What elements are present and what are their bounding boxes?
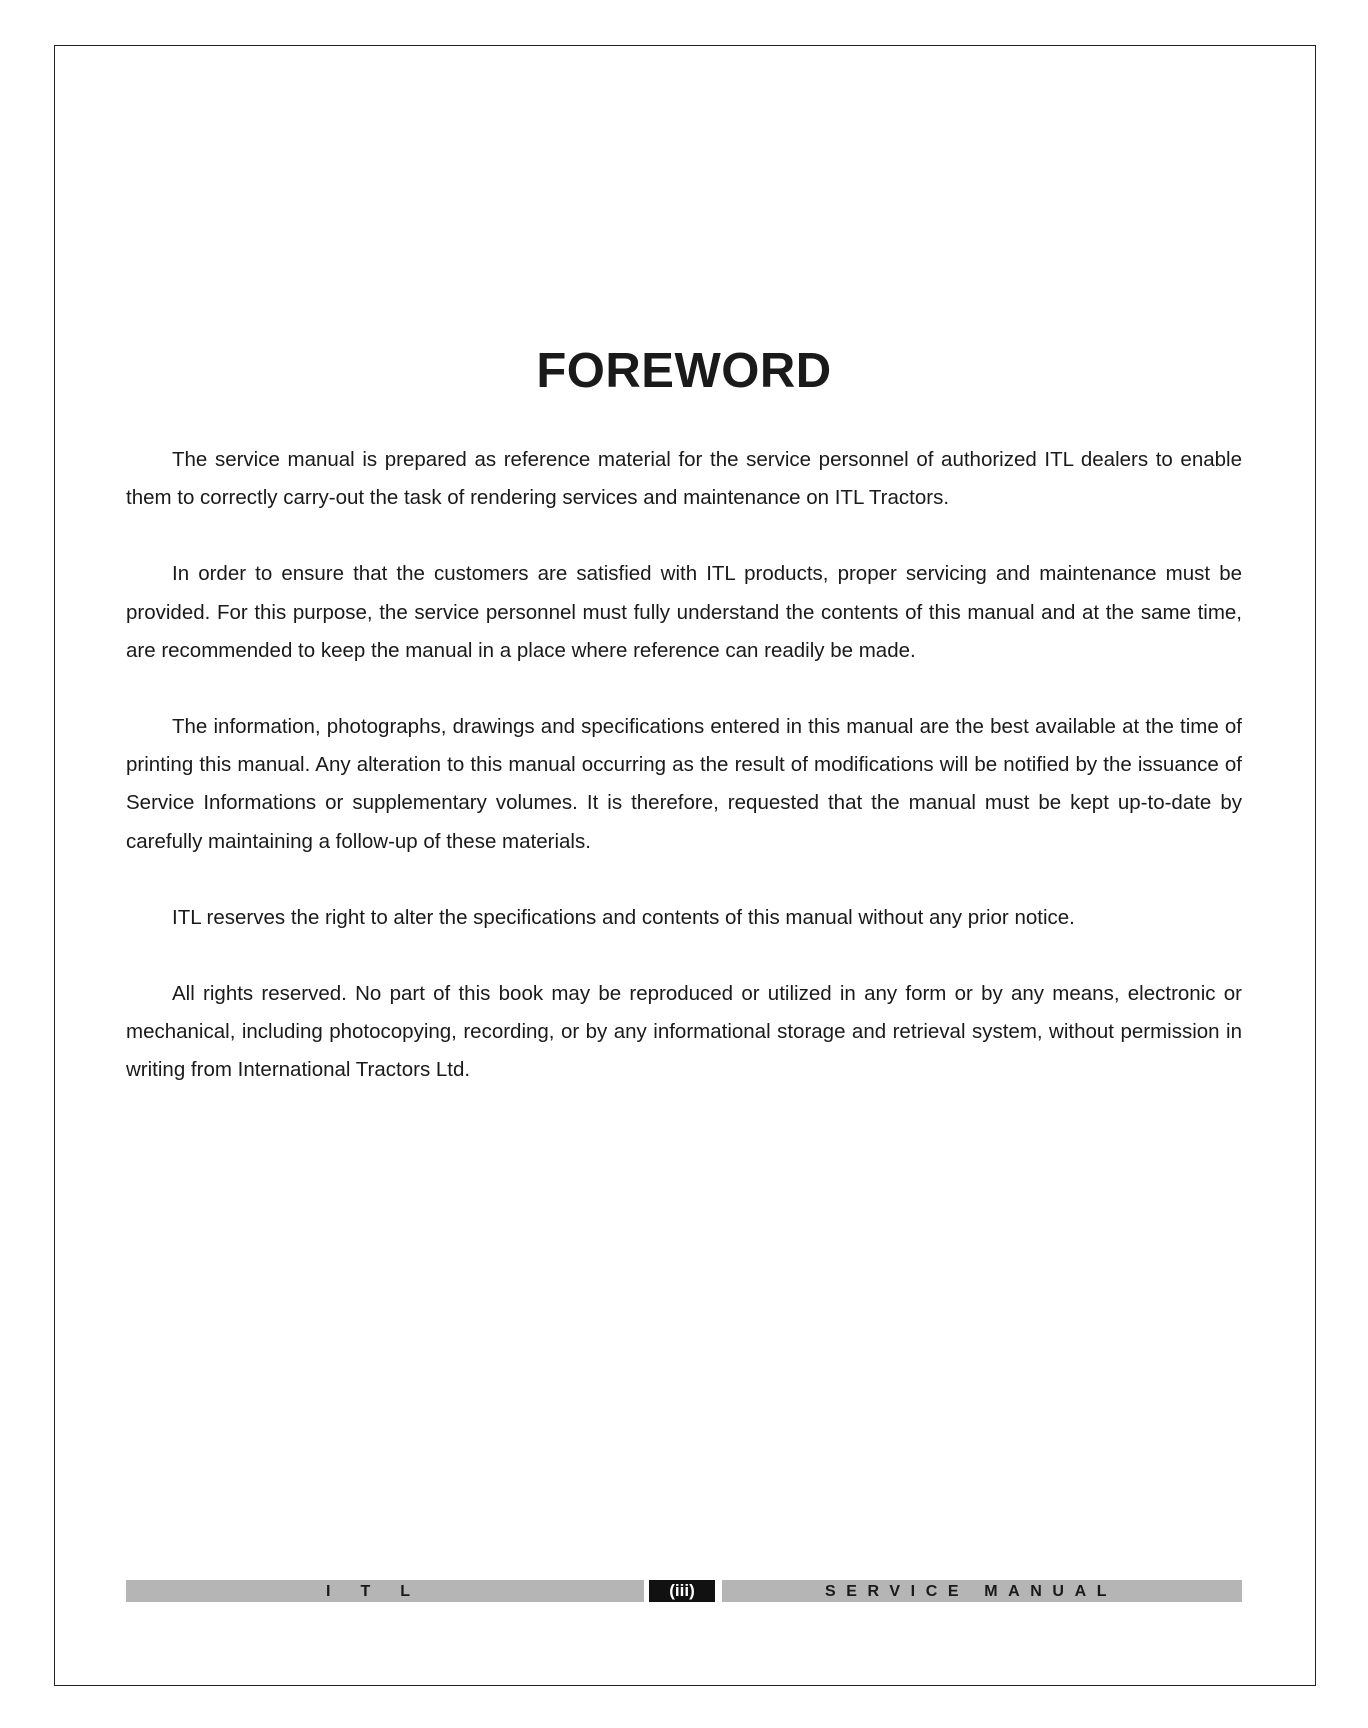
footer-manual-label: SERVICE MANUAL	[825, 1583, 1118, 1600]
page-title: FOREWORD	[536, 344, 832, 398]
foreword-body	[126, 441, 1242, 1128]
paragraph-rights-reserved: All rights reserved. No part of this book may be reproduced or utilized in any form or by any means, electronic or mechanical, including photocopying, recording, or by any informational storage and retrieval system, without permission in writing from International Tractors Ltd.	[126, 982, 1242, 1082]
footer-brand-label: ITL	[326, 1583, 440, 1600]
paragraph-information-updates: The information, photographs, drawings and specifications entered in this manual are the best available at the time of printing this manual. Any alteration to this manual occurring as the result of modifications will be notified by the issuance of Service Informations or supplementary volumes. It is therefore, requested that the manual must be kept up-to-date by carefully maintaining a follow-up of these materials.	[126, 715, 1242, 853]
footer-right-band	[722, 1580, 1242, 1602]
page-number-badge: (iii)	[649, 1580, 715, 1602]
page-footer	[126, 1580, 1242, 1602]
paragraph-purpose: The service manual is prepared as reference material for the service personnel of authorized ITL dealers to enable them to correctly carry-out the task of rendering services and maintenance on ITL Tractors.	[126, 448, 1242, 510]
footer-left-band	[126, 1580, 644, 1602]
paragraph-customer-satisfaction: In order to ensure that the customers are satisfied with ITL products, proper servicing and maintenance must be provided. For this purpose, the service personnel must fully understand the contents of this manual and at the same time, are recommended to keep the manual in a place where reference can readily be made.	[126, 562, 1242, 662]
paragraph-right-to-alter: ITL reserves the right to alter the specifications and contents of this manual without any prior notice.	[172, 905, 1075, 929]
